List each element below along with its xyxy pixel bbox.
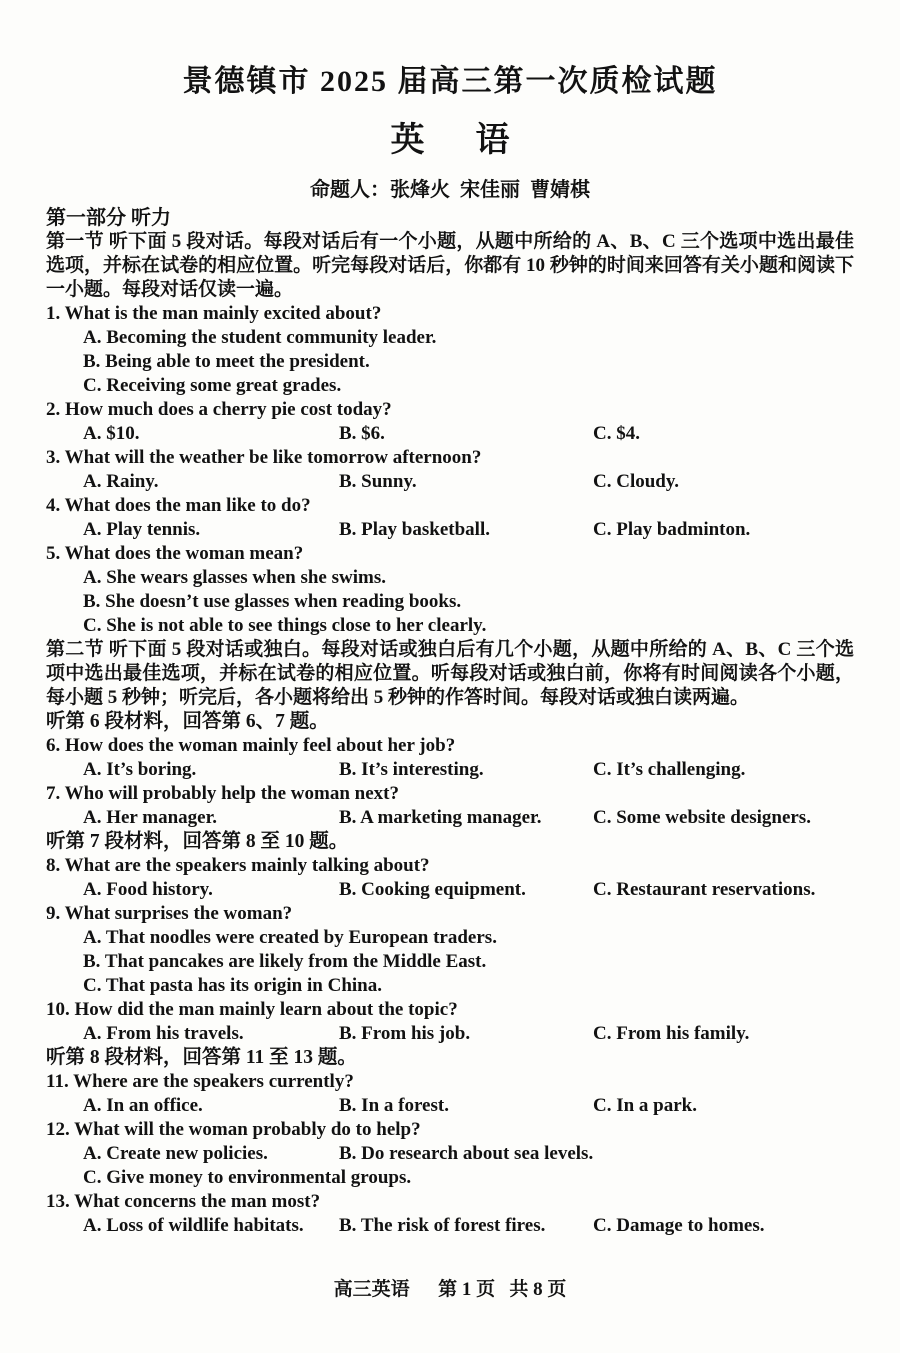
option-row [46,422,854,446]
question-text: 11. Where are the speakers currently? [46,1071,354,1092]
question-text: 1. What is the man mainly excited about? [46,303,382,324]
question-text: 5. What does the woman mean? [46,543,304,564]
option-row [46,566,854,590]
exam-title: 景德镇市 2025 届高三第一次质检试题 [182,65,718,98]
listening-material-label: 听第 8 段材料，回答第 11 至 13 题。 [46,1047,357,1068]
question-text: 9. What surprises the woman? [46,903,293,924]
option-text: A. Rainy. [83,471,159,492]
question-text: 2. How much does a cherry pie cost today? [46,399,392,420]
exam-authors-byline: 命题人：张烽火 宋佳丽 曹婧棋 [310,179,590,201]
option-row [46,1214,854,1238]
option-text: C. It’s challenging. [593,759,746,780]
option-text: C. $4. [593,423,640,444]
option-text: B. Do research about sea levels. [339,1143,594,1164]
question-text: 10. How did the man mainly learn about the topic? [46,999,458,1020]
option-text: B. It’s interesting. [339,759,484,780]
option-text: A. She wears glasses when she swims. [83,567,386,588]
question-text: 4. What does the man like to do? [46,495,311,516]
option-text: A. $10. [83,423,140,444]
option-text: C. Restaurant reservations. [593,879,816,900]
option-text: C. Cloudy. [593,471,680,492]
option-row [46,518,854,542]
option-row [46,326,854,350]
option-row [46,950,854,974]
option-row [46,878,854,902]
question-text: 6. How does the woman mainly feel about her job? [46,735,456,756]
option-row [46,470,854,494]
option-text: A. Create new policies. [83,1143,268,1164]
option-text: A. Becoming the student community leader. [83,327,437,348]
section-heading: 第一部分 听力 [46,207,171,229]
question-text: 13. What concerns the man most? [46,1191,321,1212]
option-text: A. In an office. [83,1095,203,1116]
option-text: C. That pasta has its origin in China. [83,975,382,996]
option-text: C. Some website designers. [593,807,811,828]
question-text: 12. What will the woman probably do to help? [46,1119,421,1140]
option-text: C. She is not able to see things close to her clearly. [83,615,487,636]
option-text: C. Receiving some great grades. [83,375,342,396]
option-text: A. That noodles were created by European traders. [83,927,497,948]
option-text: B. Play basketball. [339,519,490,540]
option-text: A. Loss of wildlife habitats. [83,1215,304,1236]
option-row [46,758,854,782]
document-body [46,206,854,1238]
option-text: C. In a park. [593,1095,697,1116]
option-row [46,374,854,398]
option-text: A. From his travels. [83,1023,244,1044]
option-row [46,806,854,830]
option-text: C. Play badminton. [593,519,751,540]
option-text: B. The risk of forest fires. [339,1215,546,1236]
subject-title: 英 语 [390,122,510,159]
option-text: B. Cooking equipment. [339,879,526,900]
option-text: B. A marketing manager. [339,807,542,828]
option-text: B. From his job. [339,1023,471,1044]
option-text: B. Sunny. [339,471,417,492]
listening-material-label: 听第 6 段材料，回答第 6、7 题。 [46,711,329,732]
page-footer: 高三英语 第 1 页 共 8 页 [333,1279,567,1300]
option-text: B. $6. [339,423,385,444]
option-row [46,1166,854,1190]
instruction-paragraph: 第二节 听下面 5 段对话或独白。每段对话或独白后有几个小题，从题中所给的 A、B、C 三个选项中选出最佳选项，并标在试卷的相应位置。听每段对话或独白前，你将有时间阅读各个小题，每小题 5 秒钟；听完后，各小题将给出 5 秒钟的作答时间。每段对话或独白读两遍。 [46,639,854,708]
option-text: B. Being able to meet the president. [83,351,370,372]
option-text: B. She doesn’t use glasses when reading books. [83,591,462,612]
option-row [46,614,854,638]
option-text: B. In a forest. [339,1095,449,1116]
instruction-paragraph: 第一节 听下面 5 段对话。每段对话后有一个小题，从题中所给的 A、B、C 三个选项中选出最佳选项，并标在试卷的相应位置。听完每段对话后，你都有 10 秒钟的时间来回答有关小题和阅读下一小题。每段对话仅读一遍。 [46,231,854,300]
option-row [46,1094,854,1118]
option-text: A. Food history. [83,879,213,900]
option-row [46,1142,854,1166]
question-text: 8. What are the speakers mainly talking about? [46,855,430,876]
option-row [46,350,854,374]
option-text: C. Damage to homes. [593,1215,765,1236]
listening-material-label: 听第 7 段材料，回答第 8 至 10 题。 [46,831,349,852]
option-text: A. It’s boring. [83,759,197,780]
question-text: 7. Who will probably help the woman next? [46,783,399,804]
option-text: C. From his family. [593,1023,750,1044]
option-text: B. That pancakes are likely from the Middle East. [83,951,487,972]
question-text: 3. What will the weather be like tomorrow afternoon? [46,447,482,468]
option-row [46,926,854,950]
option-text: C. Give money to environmental groups. [83,1167,412,1188]
option-row [46,974,854,998]
option-text: A. Her manager. [83,807,218,828]
option-row [46,590,854,614]
option-row [46,1022,854,1046]
option-text: A. Play tennis. [83,519,201,540]
